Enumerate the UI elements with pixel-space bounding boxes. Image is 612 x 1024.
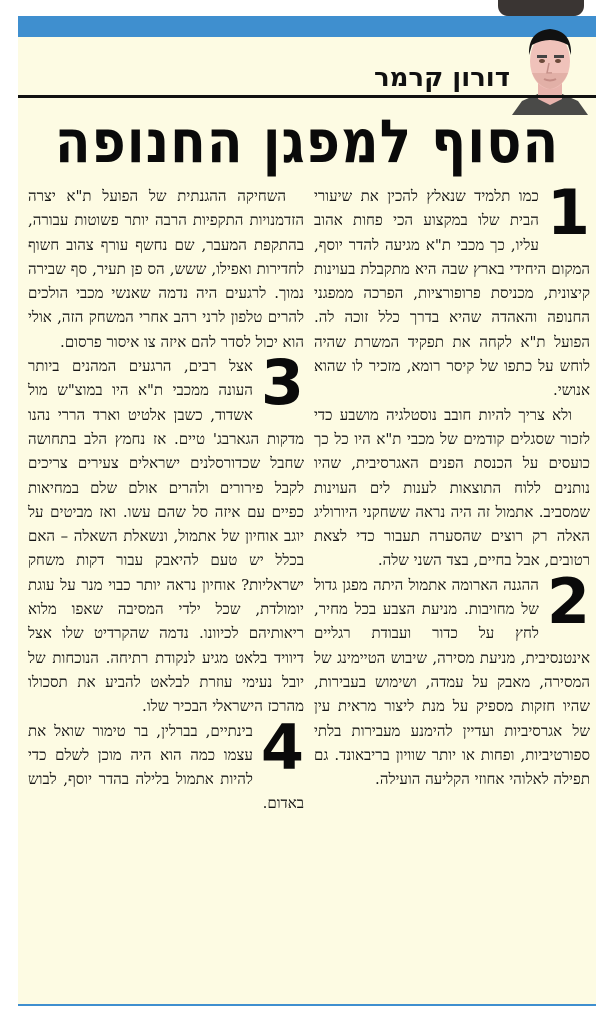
- column-right: [314, 176, 590, 791]
- section-number-2: 2: [546, 564, 590, 638]
- header-blue-bar: [18, 16, 596, 37]
- footer-blue-rule: [18, 1004, 596, 1006]
- top-photo-fragment: [498, 0, 584, 16]
- byline-row: [18, 37, 596, 95]
- author-portrait-icon: [512, 21, 588, 115]
- section-1-paragraph-1: 1 כמו תלמיד שנאלץ להכין את שיעורי הבית שלו במקצוע הכי פחות אהוב עליו, כך מכבי ת"א מגיעה להדר יוסף, המקום היחידי בארץ שבה היא מתקבלת בעוינות קיצונית, מכניסת פרופורציות, הפרכה ממפגני החנופה והאהדה שהיא בדרך כלל זוכה לה. הפועל ת"א לקחה את תפקיד המשרת שהיה לוחש על כתפו של קיסר רומא, מזכיר לו שהוא אנושי.: [314, 176, 590, 400]
- section-3-paragraph: 3 אצל רבים, הרגעים המהנים ביותר העונה ממכבי ת"א היו במוצ"ש מול אשדוד, כשבן אלטיט וארד הררי נהנו מדקות הגארבג' טיים. אז נחמץ הלב בתחושה שחבל שכדורסלנים ישראלים צעירים צריכים לקבל פירורים ולהרים אולם שלם במחיאות כפיים עם איזה סל שהם עשו. ואז מביטים על יוגב אוחיון של אתמול, ונשאלת השאלה – האם בכלל יש טעם להיאבק עבור דקות משחק ישראליות? אוחיון נראה יותר כבוי מנר על עוגת יומולדת, שכל ילדי המסיבה שאפו מלוא ריאותיהם לכיוונו. נדמה שהקרדיט שלו אצל דיוויד בלאט מגיע לנקודת רתיחה. הנוכחות של יובל נעימי עוזרת לבלאט להביע את תסכולו מהרכז הישראלי הבכיר שלו.: [28, 346, 304, 716]
- section-2-continued-paragraph: השחיקה ההגנתית של הפועל ת"א יצרה הזדמנויות התקפיות הרבה יותר פשוטות עבורה, בהתקפת המעבר, שם נחשף עורף צהוב חשוף לחדירות ואפילו, ששש, הס פן תעיר, סף שבירה נמוך. לרגעים היה נדמה שאנשי מכבי הולכים להרים טלפון לרני רהב אחרי המשחק הזה, אולי הוא יכול לסדר להם איזה צו איסור פרסום.: [28, 187, 304, 351]
- section-2-paragraph: 2 ההגנה הארומה אתמול היתה מפגן גדול של מחויבות. מניעת הצבע בכל מחיר, לחץ על כדור ועבודת רגליים אינטנסיבית, מניעת מסירה, שיבוש הטיימינג של המסירה, מאבק על עמדה, ושימוש בעבירות, שהיו חזקות מספיק על מנת ליצור מראית עין של אגרסיביות ועדיין להימנע מעבירות בלתי ספורטיביות, ופחות או יותר שוויון בריבאונד. גם תפילה לאלוהי אחוזי הקליעה הועילה.: [314, 564, 590, 789]
- column-panel: [18, 16, 596, 1004]
- author-byline: דורון קרמר: [373, 63, 510, 93]
- section-number-3: 3: [260, 346, 304, 420]
- byline-rule: [18, 95, 596, 98]
- column-left: [28, 184, 304, 816]
- section-4-paragraph: 4 בינתיים, בברלין, בר טימור שואל את עצמו כמה הוא היה מוכן לשלם כדי להיות אתמול בלילה בהדר יוסף, לבוש באדום.: [28, 710, 304, 813]
- headline: הסוף למפגן החנופה: [54, 107, 560, 177]
- section-number-1: 1: [546, 176, 590, 249]
- section-number-4: 4: [260, 710, 304, 784]
- section-1-paragraph-2: ולא צריך להיות חובב נוסטלגיה מושבע כדי לזכור שסגלים קודמים של מכבי ת"א היו כל כך כועסים על הכנסת הפנים האגרסיבית, שהיו נותנים ללוח התוצאות לענות לים העוינות שמסביב. אתמול זה היה נראה ששחקני היורוליג האלה רק רוצים שהסערה תעבור כדי לצאת רטובים, אבל בחיים, בצד השני שלה.: [314, 405, 590, 570]
